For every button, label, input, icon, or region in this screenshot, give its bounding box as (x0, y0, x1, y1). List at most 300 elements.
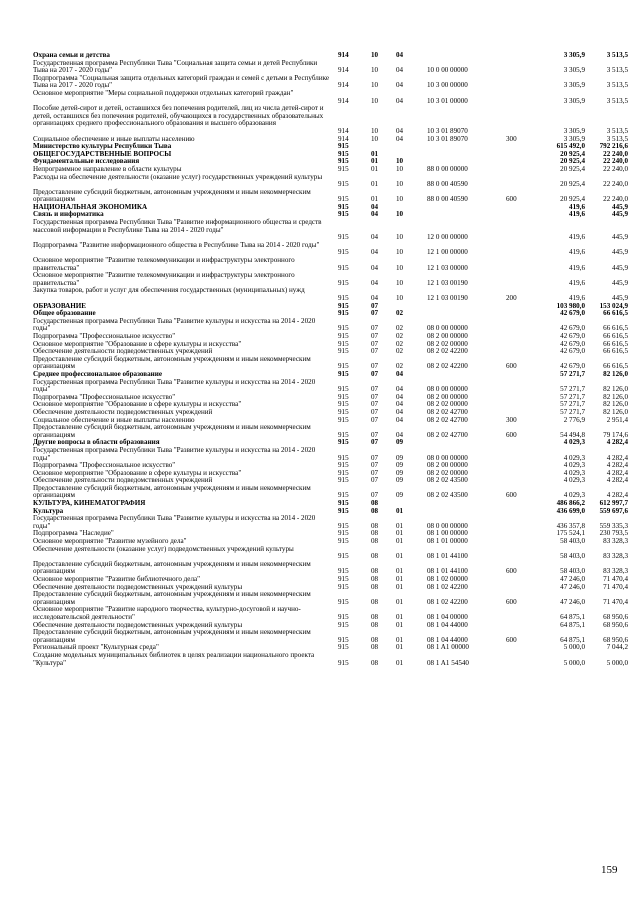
section-code: 08 (371, 620, 379, 629)
admin-code: 915 (338, 430, 349, 439)
amount-year-1: 57 271,7 (560, 407, 585, 416)
section-code: 08 (371, 635, 379, 644)
amount-year-1: 20 925,4 (560, 180, 585, 189)
amount-year-1: 4 029,3 (563, 468, 585, 477)
subsection-code: 09 (396, 461, 404, 470)
admin-code: 915 (338, 658, 349, 667)
amount-year-1: 42 679,0 (560, 309, 585, 318)
section-code: 07 (371, 347, 379, 356)
amount-year-1: 175 524,1 (556, 529, 585, 538)
amount-year-2: 66 616,5 (603, 362, 628, 371)
row-name: Расходы на обеспечение деятельности (оказание услуг) государственных учреждений культуры (33, 172, 323, 181)
amount-year-2: 79 174,6 (603, 430, 628, 439)
section-code: 01 (371, 149, 379, 158)
section-code: 07 (371, 392, 379, 401)
subsection-code: 02 (396, 332, 404, 340)
admin-code: 915 (338, 491, 349, 500)
subsection-code: 10 (396, 263, 404, 272)
admin-code: 914 (338, 66, 349, 75)
admin-code: 915 (338, 392, 349, 401)
amount-year-1: 42 679,0 (560, 339, 585, 348)
target-article-code: 08 2 02 42700 (427, 407, 468, 416)
table-row (33, 287, 630, 302)
row-name: Пособие детей-сирот и детей, оставшихся без попечения родителей, лиц из числа детей-сирот и детей, оставшихся без попечения родителей, обучающихся в государственных образовательных организациях среднего профессионального образования и высшего образования (33, 104, 324, 128)
subsection-code: 04 (396, 407, 404, 416)
target-article-code: 08 1 01 44100 (427, 552, 468, 561)
admin-code: 915 (338, 461, 349, 470)
row-name: Обеспечение деятельности подведомственных учреждений (33, 476, 213, 485)
row-name: Основное мероприятие "Образование в сфере культуры и искусства" (33, 339, 242, 348)
admin-code: 915 (338, 278, 349, 287)
target-article-code: 08 0 00 00000 (427, 453, 468, 462)
amount-year-1: 3 305,9 (563, 81, 585, 90)
table-section-row (33, 500, 630, 508)
table-row (33, 561, 630, 576)
amount-year-1: 103 980,0 (556, 301, 585, 310)
subsection-code: 04 (396, 392, 404, 401)
target-article-code: 08 2 02 42200 (427, 347, 468, 356)
subsection-code: 01 (396, 620, 404, 629)
amount-year-2: 445,9 (612, 263, 628, 272)
target-article-code: 08 2 02 42700 (427, 430, 468, 439)
table-row (33, 629, 630, 644)
subsection-code: 01 (396, 575, 404, 583)
row-name: Предоставление субсидий бюджетным, автономным учреждениям и иным некоммерческим организациям (33, 628, 311, 644)
admin-code: 915 (338, 339, 349, 348)
amount-year-1: 419,6 (569, 233, 585, 242)
expense-type-code: 600 (506, 567, 517, 576)
target-article-code: 88 0 00 40590 (427, 195, 468, 204)
table-row (33, 75, 630, 90)
table-section-row (33, 204, 630, 212)
amount-year-2: 792 216,6 (599, 142, 628, 151)
amount-year-2: 82 126,0 (603, 369, 628, 378)
row-name: Обеспечение деятельности подведомственных учреждений (33, 407, 213, 416)
subsection-code: 01 (396, 521, 404, 530)
subsection-code: 04 (396, 81, 404, 90)
subsection-code: 09 (396, 468, 404, 477)
section-code: 07 (371, 339, 379, 348)
subsection-code: 10 (396, 233, 404, 242)
section-code: 07 (371, 415, 379, 424)
table-row (33, 90, 630, 105)
section-code: 08 (371, 529, 379, 538)
row-name: Создание модельных муниципальных библиотек в целях реализации национального проекта "Культура" (33, 650, 315, 667)
amount-year-2: 445,9 (612, 294, 628, 303)
amount-year-1: 3 305,9 (563, 126, 585, 135)
amount-year-1: 57 271,7 (560, 400, 585, 409)
admin-code: 915 (338, 468, 349, 477)
amount-year-2: 83 328,3 (603, 537, 628, 546)
table-row (33, 485, 630, 500)
admin-code: 915 (338, 157, 349, 166)
amount-year-2: 66 616,5 (603, 339, 628, 348)
admin-code: 914 (338, 134, 349, 143)
section-code: 01 (371, 164, 379, 173)
section-code: 07 (371, 476, 379, 485)
amount-year-2: 3 513,5 (606, 51, 628, 59)
target-article-code: 08 1 04 44000 (427, 635, 468, 644)
amount-year-2: 445,9 (612, 233, 628, 242)
table-row (33, 219, 630, 242)
subsection-code: 01 (396, 582, 404, 591)
row-name: Государственная программа Республики Тыва "Развитие культуры и искусства на 2014 - 2020 годы" (33, 316, 316, 333)
table-row (33, 272, 630, 287)
row-name: Государственная программа Республики Тыва "Социальная защита семьи и детей Республики Тыва на 2017 - 2020 годы" (33, 58, 318, 75)
row-name: Подпрограмма "Развитие информационного общества в Республике Тыва на 2014 - 2020 годы" (33, 240, 320, 249)
amount-year-1: 436 357,8 (556, 521, 585, 530)
target-article-code: 08 2 02 00000 (427, 339, 468, 348)
section-code: 07 (371, 385, 379, 394)
section-code: 07 (371, 430, 379, 439)
subsection-code: 04 (396, 51, 404, 59)
admin-code: 915 (338, 529, 349, 538)
amount-year-2: 22 240,0 (603, 180, 628, 189)
admin-code: 915 (338, 332, 349, 340)
admin-code: 915 (338, 612, 349, 621)
target-article-code: 08 2 02 43500 (427, 476, 468, 485)
amount-year-1: 58 403,0 (560, 567, 585, 576)
table-row (33, 652, 630, 667)
row-name: Обеспечение деятельности (оказание услуг) подведомственных учреждений культуры (33, 544, 294, 553)
target-article-code: 10 3 01 89070 (427, 134, 468, 143)
target-article-code: 08 1 04 00000 (427, 612, 468, 621)
amount-year-1: 419,6 (569, 202, 585, 211)
subsection-code: 01 (396, 643, 404, 652)
amount-year-2: 68 950,6 (603, 612, 628, 621)
amount-year-2: 22 240,0 (603, 164, 628, 173)
target-article-code: 08 0 00 00000 (427, 324, 468, 333)
amount-year-2: 66 616,5 (603, 332, 628, 340)
target-article-code: 08 0 00 00000 (427, 521, 468, 530)
expense-type-code: 600 (506, 635, 517, 644)
amount-year-2: 82 126,0 (603, 400, 628, 409)
row-name: Министерство культуры Республики Тыва (33, 142, 172, 151)
section-code: 07 (371, 453, 379, 462)
table-row (33, 105, 630, 135)
target-article-code: 08 1 01 44100 (427, 567, 468, 576)
amount-year-1: 4 029,3 (563, 461, 585, 470)
subsection-code: 10 (396, 195, 404, 204)
amount-year-1: 57 271,7 (560, 392, 585, 401)
target-article-code: 88 0 00 00000 (427, 164, 468, 173)
subsection-code: 10 (396, 248, 404, 257)
amount-year-1: 2 776,9 (563, 415, 585, 424)
subsection-code: 09 (396, 453, 404, 462)
row-name: Предоставление субсидий бюджетным, автономным учреждениям и иным некоммерческим организациям (33, 354, 311, 371)
table-row (33, 379, 630, 394)
row-name: Государственная программа Республики Тыва "Развитие культуры и искусства на 2014 - 2020 годы" (33, 377, 316, 394)
row-name: Основное мероприятие "Развитие телекоммуникации и инфраструктуры электронного правительства" (33, 256, 295, 272)
section-code: 08 (371, 643, 379, 652)
admin-code: 915 (338, 438, 349, 447)
table-row (33, 60, 630, 75)
table-row (33, 546, 630, 561)
expense-type-code: 600 (506, 362, 517, 371)
target-article-code: 08 2 02 00000 (427, 400, 468, 409)
amount-year-2: 71 470,4 (603, 597, 628, 606)
amount-year-1: 436 699,0 (556, 506, 585, 515)
subsection-code: 10 (396, 278, 404, 287)
target-article-code: 08 1 01 00000 (427, 537, 468, 546)
amount-year-2: 68 950,6 (603, 620, 628, 629)
row-name: Подпрограмма "Профессиональное искусство" (33, 332, 176, 340)
subsection-code: 04 (396, 134, 404, 143)
row-name: Предоставление субсидий бюджетным, автономным учреждениям и иным некоммерческим организациям (33, 483, 311, 500)
admin-code: 915 (338, 347, 349, 356)
amount-year-1: 42 679,0 (560, 324, 585, 333)
amount-year-2: 2 951,4 (606, 415, 628, 424)
admin-code: 915 (338, 309, 349, 318)
amount-year-1: 419,6 (569, 210, 585, 219)
page-number: 159 (601, 864, 618, 876)
admin-code: 915 (338, 142, 349, 151)
admin-code: 915 (338, 537, 349, 546)
section-code: 07 (371, 369, 379, 378)
section-code: 08 (371, 658, 379, 667)
section-code: 10 (371, 81, 379, 90)
admin-code: 914 (338, 126, 349, 135)
admin-code: 915 (338, 476, 349, 485)
table-row (33, 318, 630, 333)
admin-code: 915 (338, 233, 349, 242)
amount-year-1: 486 866,2 (556, 499, 585, 508)
expense-type-code: 200 (506, 294, 517, 303)
row-name: Основное мероприятие "Образование в сфере культуры и искусства" (33, 468, 242, 477)
target-article-code: 10 3 01 89070 (427, 126, 468, 135)
amount-year-1: 42 679,0 (560, 347, 585, 356)
row-name: Предоставление субсидий бюджетным, автономным учреждениям и иным некоммерческим организациям (33, 187, 311, 204)
admin-code: 915 (338, 521, 349, 530)
amount-year-1: 4 029,3 (563, 476, 585, 485)
admin-code: 914 (338, 81, 349, 90)
amount-year-2: 445,9 (612, 248, 628, 257)
subsection-code: 02 (396, 362, 404, 371)
target-article-code: 08 1 A1 00000 (427, 643, 469, 652)
section-code: 07 (371, 301, 379, 310)
amount-year-1: 3 305,9 (563, 51, 585, 59)
admin-code: 915 (338, 385, 349, 394)
subsection-code: 01 (396, 658, 404, 667)
admin-code: 915 (338, 324, 349, 333)
section-code: 08 (371, 552, 379, 561)
target-article-code: 08 1 02 42200 (427, 582, 468, 591)
row-name: Охрана семьи и детства (33, 51, 110, 59)
subsection-code: 02 (396, 339, 404, 348)
amount-year-2: 82 126,0 (603, 385, 628, 394)
row-name: Предоставление субсидий бюджетным, автономным учреждениям и иным некоммерческим организациям (33, 559, 311, 576)
table-row (33, 356, 630, 371)
section-code: 08 (371, 521, 379, 530)
expense-type-code: 600 (506, 430, 517, 439)
amount-year-1: 4 029,3 (563, 491, 585, 500)
admin-code: 915 (338, 301, 349, 310)
section-code: 04 (371, 278, 379, 287)
amount-year-1: 3 305,9 (563, 96, 585, 105)
amount-year-1: 419,6 (569, 278, 585, 287)
amount-year-2: 3 513,5 (606, 81, 628, 90)
amount-year-1: 3 305,9 (563, 66, 585, 75)
admin-code: 915 (338, 369, 349, 378)
table-row (33, 606, 630, 621)
section-code: 04 (371, 202, 379, 211)
amount-year-2: 66 616,5 (603, 309, 628, 318)
amount-year-1: 20 925,4 (560, 149, 585, 158)
amount-year-1: 419,6 (569, 294, 585, 303)
subsection-code: 09 (396, 491, 404, 500)
row-name: Подпрограмма "Профессиональное искусство" (33, 392, 176, 401)
amount-year-2: 230 793,5 (599, 529, 628, 538)
amount-year-2: 82 126,0 (603, 407, 628, 416)
row-name: Социальное обеспечение и иные выплаты населению (33, 415, 195, 424)
table-row (33, 189, 630, 204)
row-name: Региональный проект "Культурная среда" (33, 643, 159, 652)
amount-year-2: 445,9 (612, 278, 628, 287)
admin-code: 915 (338, 499, 349, 508)
budget-table (33, 52, 630, 667)
amount-year-2: 82 126,0 (603, 392, 628, 401)
target-article-code: 08 1 02 42200 (427, 597, 468, 606)
section-code: 08 (371, 537, 379, 546)
row-name: Предоставление субсидий бюджетным, автономным учреждениям и иным некоммерческим организациям (33, 423, 311, 439)
amount-year-2: 4 282,4 (606, 438, 628, 447)
subsection-code: 01 (396, 612, 404, 621)
section-code: 10 (371, 96, 379, 105)
admin-code: 915 (338, 407, 349, 416)
section-code: 07 (371, 332, 379, 340)
target-article-code: 10 0 00 00000 (427, 66, 468, 75)
admin-code: 915 (338, 248, 349, 257)
section-code: 10 (371, 51, 379, 59)
section-code: 07 (371, 438, 379, 447)
subsection-code: 01 (396, 552, 404, 561)
row-name: ОБРАЗОВАНИЕ (33, 301, 87, 310)
subsection-code: 10 (396, 210, 404, 219)
target-article-code: 08 2 00 00000 (427, 461, 468, 470)
amount-year-2: 4 282,4 (606, 461, 628, 470)
section-code: 07 (371, 491, 379, 500)
target-article-code: 12 1 03 00000 (427, 263, 468, 272)
subsection-code: 04 (396, 126, 404, 135)
target-article-code: 08 2 02 42200 (427, 362, 468, 371)
target-article-code: 08 2 02 00000 (427, 468, 468, 477)
amount-year-2: 4 282,4 (606, 453, 628, 462)
target-article-code: 12 1 03 00190 (427, 278, 468, 287)
amount-year-2: 22 240,0 (603, 149, 628, 158)
amount-year-2: 68 950,6 (603, 635, 628, 644)
target-article-code: 10 3 00 00000 (427, 81, 468, 90)
row-name: Другие вопросы в области образования (33, 438, 160, 447)
section-code: 08 (371, 575, 379, 583)
amount-year-1: 47 246,0 (560, 582, 585, 591)
expense-type-code: 600 (506, 491, 517, 500)
table-row (33, 242, 630, 257)
amount-year-2: 4 282,4 (606, 491, 628, 500)
row-name: Обеспечение деятельности подведомственных учреждений культуры (33, 620, 243, 629)
target-article-code: 08 1 02 00000 (427, 575, 468, 583)
amount-year-2: 153 024,9 (599, 301, 628, 310)
section-code: 08 (371, 567, 379, 576)
target-article-code: 08 1 00 00000 (427, 529, 468, 538)
row-name: Общее образование (33, 309, 96, 318)
row-name: Подпрограмма "Профессиональное искусство" (33, 461, 176, 470)
amount-year-1: 4 029,3 (563, 453, 585, 462)
target-article-code: 08 2 02 42700 (427, 415, 468, 424)
admin-code: 915 (338, 643, 349, 652)
admin-code: 914 (338, 96, 349, 105)
row-name: Основное мероприятие "Развитие народного творчества, культурно-досуговой и научно-исследовательской деятельности" (33, 605, 301, 621)
target-article-code: 08 2 00 00000 (427, 332, 468, 340)
expense-type-code: 300 (506, 415, 517, 424)
admin-code: 915 (338, 263, 349, 272)
subsection-code: 01 (396, 635, 404, 644)
table-row (33, 591, 630, 606)
subsection-code: 02 (396, 309, 404, 318)
section-code: 01 (371, 180, 379, 189)
amount-year-1: 42 679,0 (560, 332, 585, 340)
row-name: Закупка товаров, работ и услуг для обеспечения государственных (муниципальных) нужд (33, 286, 305, 295)
amount-year-1: 47 246,0 (560, 575, 585, 583)
row-name: Основное мероприятие "Развитие библиотечного дела" (33, 575, 201, 583)
amount-year-2: 66 616,5 (603, 347, 628, 356)
target-article-code: 12 1 00 00000 (427, 248, 468, 257)
amount-year-1: 4 029,3 (563, 438, 585, 447)
subsection-code: 01 (396, 506, 404, 515)
admin-code: 915 (338, 620, 349, 629)
admin-code: 915 (338, 195, 349, 204)
row-name: Социальное обеспечение и иные выплаты населению (33, 134, 195, 143)
subsection-code: 04 (396, 369, 404, 378)
section-code: 08 (371, 499, 379, 508)
section-code: 07 (371, 461, 379, 470)
admin-code: 915 (338, 149, 349, 158)
section-code: 10 (371, 134, 379, 143)
row-name: НАЦИОНАЛЬНАЯ ЭКОНОМИКА (33, 202, 148, 211)
row-name: Основное мероприятие "Развитие музейного дела" (33, 537, 187, 546)
table-section-row (33, 303, 630, 311)
subsection-code: 02 (396, 347, 404, 356)
subsection-code: 09 (396, 476, 404, 485)
amount-year-2: 71 470,4 (603, 582, 628, 591)
subsection-code: 04 (396, 96, 404, 105)
amount-year-1: 42 679,0 (560, 362, 585, 371)
section-code: 04 (371, 233, 379, 242)
amount-year-2: 3 513,5 (606, 126, 628, 135)
amount-year-2: 7 044,2 (606, 643, 628, 652)
subsection-code: 02 (396, 324, 404, 333)
amount-year-1: 57 271,7 (560, 385, 585, 394)
target-article-code: 10 3 01 00000 (427, 96, 468, 105)
section-code: 01 (371, 195, 379, 204)
row-name: Связь и информатика (33, 210, 104, 219)
row-name: Государственная программа Республики Тыва "Развитие культуры и искусства на 2014 - 2020 годы" (33, 514, 316, 530)
amount-year-2: 83 328,3 (603, 567, 628, 576)
amount-year-2: 445,9 (612, 210, 628, 219)
subsection-code: 04 (396, 385, 404, 394)
row-name: Обеспечение деятельности подведомственных учреждений культуры (33, 582, 243, 591)
subsection-code: 10 (396, 294, 404, 303)
expense-type-code: 600 (506, 195, 517, 204)
admin-code: 915 (338, 400, 349, 409)
subsection-code: 10 (396, 164, 404, 173)
table-row (33, 447, 630, 462)
section-code: 10 (371, 126, 379, 135)
admin-code: 915 (338, 362, 349, 371)
row-name: Фундаментальные исследования (33, 157, 140, 166)
admin-code: 915 (338, 506, 349, 515)
section-code: 01 (371, 157, 379, 166)
admin-code: 915 (338, 552, 349, 561)
